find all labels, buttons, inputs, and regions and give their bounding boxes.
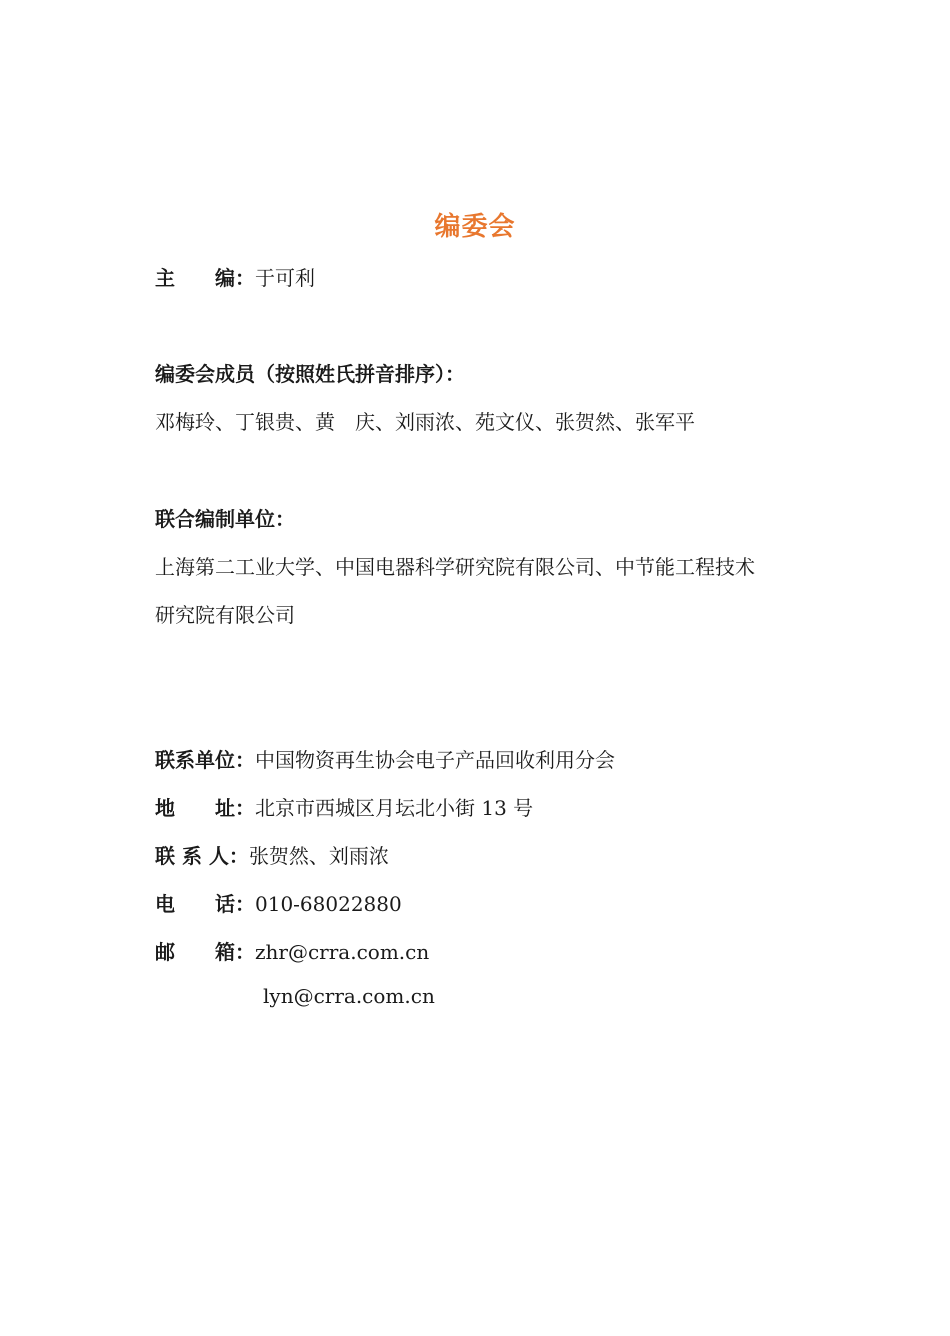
members-heading: 编委会成员（按照姓氏拼音排序）： <box>155 362 465 386</box>
co-editors-line-1: 上海第二工业大学、中国电器科学研究院有限公司、中节能工程技术 <box>155 555 755 579</box>
email-value-1[interactable]: zhr@crra.com.cn <box>255 940 430 964</box>
email-value-2[interactable]: lyn@crra.com.cn <box>263 984 435 1008</box>
contact-person-value: 张贺然、刘雨浓 <box>248 844 389 868</box>
members-names: 邓梅玲、丁银贵、黄 庆、刘雨浓、苑文仪、张贺然、张军平 <box>155 410 695 434</box>
contact-person-label: 联 系 人： <box>155 844 249 868</box>
contact-unit-label: 联系单位： <box>155 748 255 772</box>
chief-editor-label: 主 编： <box>155 266 255 290</box>
address-row <box>155 792 533 821</box>
contact-person-row <box>155 840 389 869</box>
chief-editor-row <box>155 262 315 291</box>
phone-label: 电 话： <box>155 892 255 916</box>
co-editors-heading: 联合编制单位： <box>155 507 295 531</box>
contact-unit-row <box>155 744 615 773</box>
page-title: 编委会 <box>434 212 516 242</box>
contact-unit-value: 中国物资再生协会电子产品回收利用分会 <box>255 748 615 772</box>
address-label: 地 址： <box>155 796 255 820</box>
chief-editor-value: 于可利 <box>255 266 315 290</box>
phone-row <box>155 888 402 917</box>
co-editors-line-2: 研究院有限公司 <box>155 603 295 627</box>
email-label: 邮 箱： <box>155 940 255 964</box>
phone-value: 010-68022880 <box>255 892 402 916</box>
address-value: 北京市西城区月坛北小街 13 号 <box>255 796 534 820</box>
email-row <box>155 936 429 965</box>
